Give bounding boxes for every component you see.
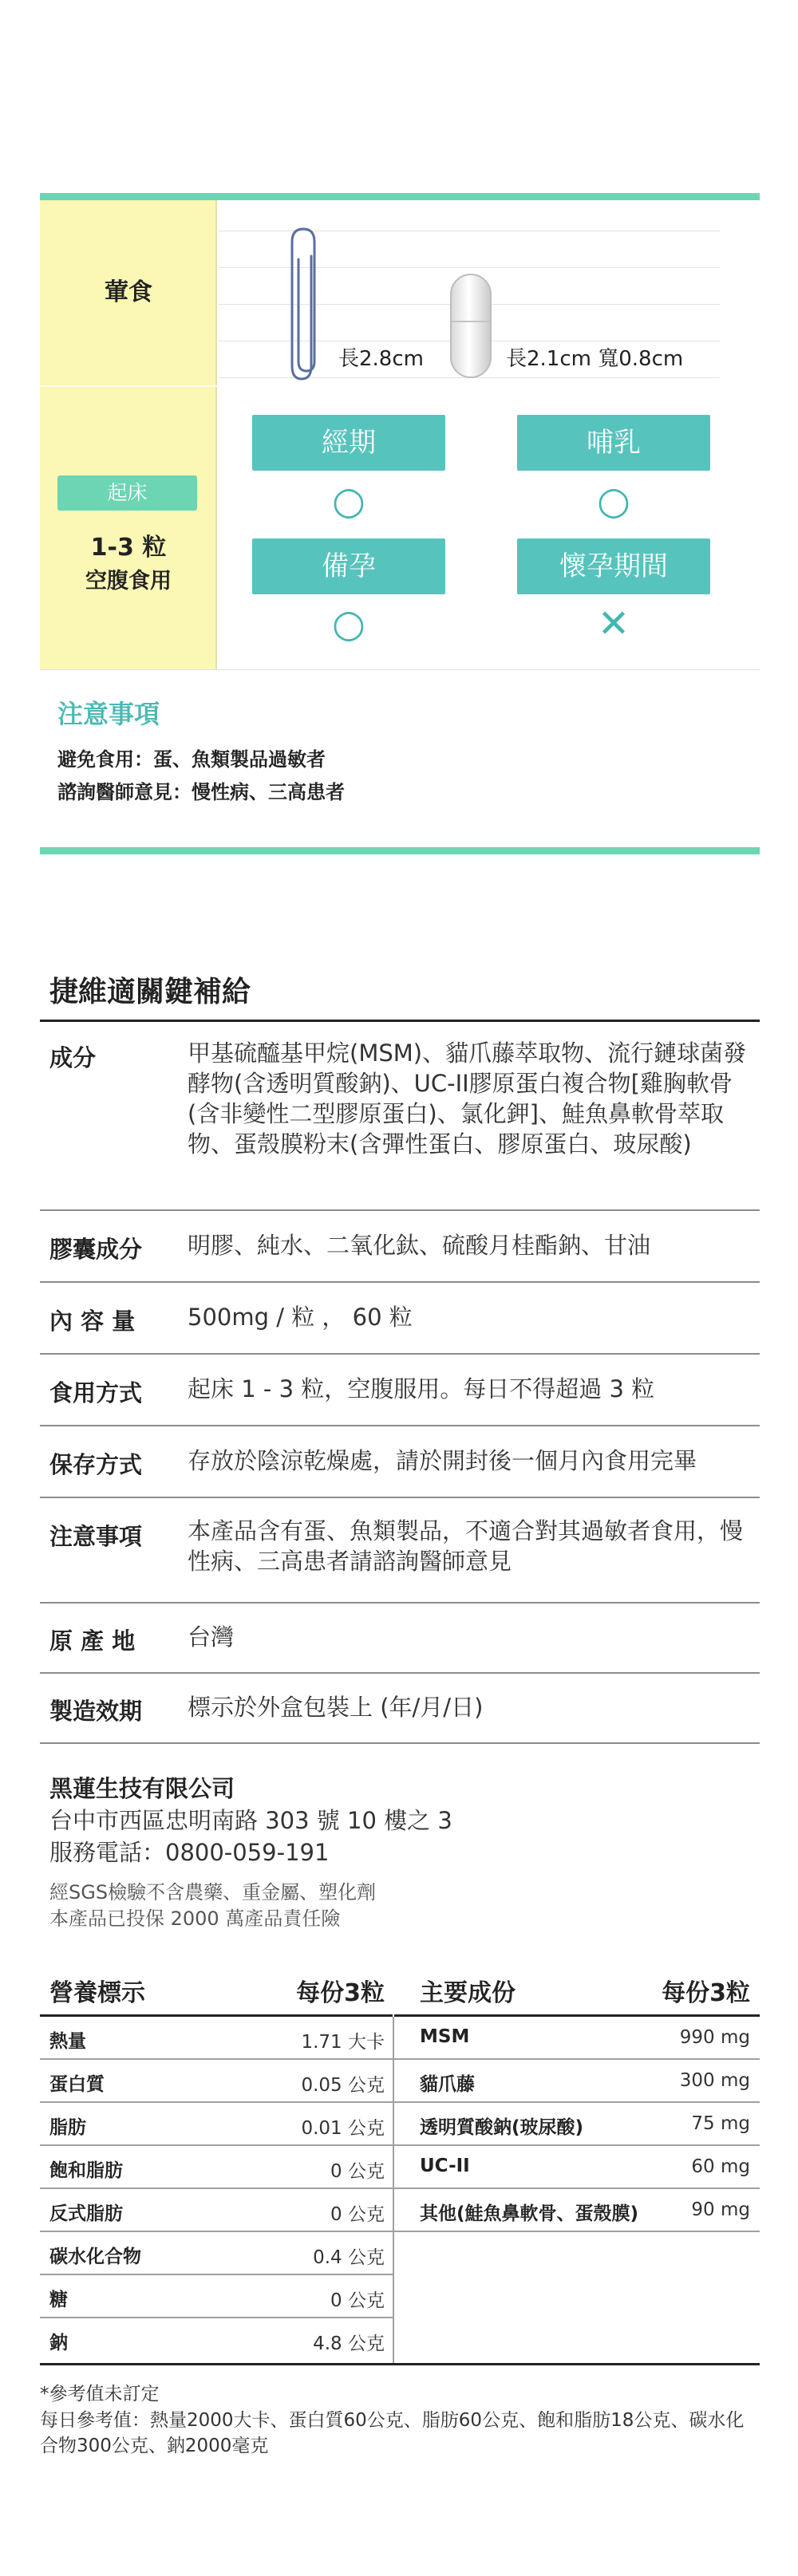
table-row xyxy=(394,2103,760,2146)
table-row xyxy=(40,2060,393,2103)
spec-label: 原 產 地 xyxy=(49,1627,136,1655)
nutrient-name: 飽和脂肪 xyxy=(49,2160,123,2181)
company-name: 黑蓮生技有限公司 xyxy=(49,1775,235,1802)
spec-label: 食用方式 xyxy=(49,1379,143,1406)
usage-right-panel xyxy=(219,200,760,669)
ingredients-serving: 每份3粒 xyxy=(662,1979,750,2007)
spec-row-origin xyxy=(40,1604,760,1674)
nutrient-name: 反式脂肪 xyxy=(49,2203,123,2224)
paperclip-size: 長2.8cm xyxy=(338,347,424,371)
nutrient-value: 4.8 公克 xyxy=(313,2333,385,2354)
notice-title: 注意事項 xyxy=(57,699,160,729)
nutrient-value: 0 公克 xyxy=(330,2204,385,2225)
nutrient-value: 0.01 公克 xyxy=(301,2118,385,2139)
insurance-note: 本產品已投保 2000 萬產品責任險 xyxy=(49,1907,341,1930)
panel-divider xyxy=(40,385,217,387)
spec-row-content xyxy=(40,1283,760,1355)
ingredients-title: 主要成份 xyxy=(420,1979,516,2007)
ingredient-value: 90 mg xyxy=(691,2199,750,2220)
sgs-note: 經SGS檢驗不含農藥、重金屬、塑化劑 xyxy=(49,1881,377,1903)
ingredient-name: UC-II xyxy=(420,2156,470,2176)
spec-row-expiry xyxy=(40,1674,760,1744)
spec-row-ingredients xyxy=(40,1022,760,1211)
ingredient-value: 60 mg xyxy=(691,2156,750,2177)
spec-row-usage xyxy=(40,1355,760,1426)
nutrient-value: 0.05 公克 xyxy=(301,2075,385,2096)
notice-line: 避免食用：蛋、魚類製品過敏者 xyxy=(57,748,326,771)
table-row xyxy=(40,2275,393,2318)
nutrient-value: 1.71 大卡 xyxy=(301,2032,385,2053)
footnote-reference: 每日參考值：熱量2000大卡、蛋白質60公克、脂肪60公克、飽和脂肪18公克、碳水化合物300公克、鈉2000毫克 xyxy=(40,2410,745,2456)
capsule-size: 長2.1cm 寬0.8cm xyxy=(506,347,684,371)
company-phone: 服務電話：0800-059-191 xyxy=(49,1839,330,1866)
diet-type-label: 葷食 xyxy=(105,278,152,306)
footnote-line: *參考值未訂定 xyxy=(40,2384,160,2404)
spec-row-caution xyxy=(40,1498,760,1604)
ingredient-name: 透明質酸鈉(玻尿酸) xyxy=(420,2117,584,2138)
table-row xyxy=(394,2017,760,2060)
table-row xyxy=(40,2318,393,2361)
bottom-accent-bar xyxy=(40,847,760,854)
spec-value: 台灣 xyxy=(188,1623,235,1651)
paperclip-icon xyxy=(282,224,321,384)
nutrient-value: 0 公克 xyxy=(330,2161,385,2182)
table-row xyxy=(40,2232,393,2275)
spec-value: 明膠、純水、二氧化鈦、硫酸月桂酯鈉、甘油 xyxy=(188,1232,651,1259)
table-row xyxy=(40,2189,393,2232)
condition-tag: 經期 xyxy=(252,415,445,471)
nutrition-title: 營養標示 xyxy=(49,1979,145,2007)
spec-value: 500mg / 粒 ， 60 粒 xyxy=(188,1304,413,1331)
nutrient-value: 0.4 公克 xyxy=(313,2247,385,2268)
allowed-mark: ○ xyxy=(332,602,365,646)
wake-up-badge: 起床 xyxy=(57,475,197,511)
footnote-rule xyxy=(40,2363,760,2365)
table-row xyxy=(394,2146,760,2189)
table-row xyxy=(394,2189,760,2232)
spec-value: 本產品含有蛋、魚類製品，不適合對其過敏者食用，慢性病、三高患者請諮詢醫師意見 xyxy=(188,1517,744,1575)
nutrient-name: 碳水化合物 xyxy=(49,2247,141,2267)
ingredient-name: 貓爪藤 xyxy=(420,2074,475,2095)
spec-label: 注意事項 xyxy=(49,1523,143,1550)
panel-bottom-line xyxy=(40,669,760,670)
nutrient-value: 0 公克 xyxy=(330,2290,385,2311)
nutrient-name: 鈉 xyxy=(49,2333,68,2353)
capsule-icon xyxy=(448,272,493,380)
ingredient-value: 75 mg xyxy=(691,2113,750,2134)
allowed-mark: ○ xyxy=(597,479,630,523)
company-address: 台中市西區忠明南路 303 號 10 樓之 3 xyxy=(49,1807,452,1834)
spec-title: 捷維適關鍵補給 xyxy=(49,976,251,1008)
ingredient-value: 990 mg xyxy=(679,2027,750,2048)
allowed-mark: ○ xyxy=(332,479,365,523)
condition-tag: 備孕 xyxy=(252,538,445,594)
spec-row-capsule xyxy=(40,1211,760,1283)
nutrient-name: 脂肪 xyxy=(49,2117,86,2138)
spec-row-storage xyxy=(40,1426,760,1498)
nutrient-name: 熱量 xyxy=(49,2031,86,2052)
table-row xyxy=(394,2060,760,2103)
ingredient-value: 300 mg xyxy=(679,2070,750,2091)
spec-label: 製造效期 xyxy=(49,1698,143,1725)
condition-tag: 懷孕期間 xyxy=(517,538,710,594)
nutrient-name: 糖 xyxy=(49,2290,68,2310)
spec-value: 起床 1 - 3 粒，空腹服用。每日不得超過 3 粒 xyxy=(188,1375,655,1402)
nutrient-name: 蛋白質 xyxy=(49,2074,105,2095)
ingredient-name: 其他(鮭魚鼻軟骨、蛋殼膜) xyxy=(420,2203,639,2224)
spec-label: 膠囊成分 xyxy=(49,1236,143,1263)
not-allowed-mark: ✕ xyxy=(597,602,630,646)
spec-value: 標示於外盒包裝上 (年/月/日) xyxy=(188,1694,484,1721)
spec-label: 成分 xyxy=(49,1044,97,1071)
spec-label: 保存方式 xyxy=(49,1451,143,1478)
nutrition-serving: 每份3粒 xyxy=(296,1979,385,2007)
table-row xyxy=(40,2017,393,2060)
notice-line: 諮詢醫師意見：慢性病、三高患者 xyxy=(57,781,345,803)
table-row xyxy=(40,2146,393,2189)
spec-value: 存放於陰涼乾燥處，請於開封後一個月內食用完畢 xyxy=(188,1447,697,1474)
dose-amount: 1-3 粒 xyxy=(90,534,167,562)
ingredient-name: MSM xyxy=(420,2026,470,2047)
table-row xyxy=(40,2103,393,2146)
condition-tag: 哺乳 xyxy=(517,415,710,471)
usage-left-panel xyxy=(40,200,217,669)
spec-value: 甲基硫醯基甲烷(MSM)、貓爪藤萃取物、流行鏈球菌發酵物(含透明質酸鈉)、UC-II膠原蛋白複合物[雞胸軟骨 (含非變性二型膠原蛋白)、氯化鉀]、鮭魚鼻軟骨萃取物、蛋殼膜粉末(含彈性蛋白、膠原蛋白、玻尿酸) xyxy=(188,1039,747,1158)
usage-card xyxy=(40,193,760,855)
spec-label: 內 容 量 xyxy=(49,1308,136,1335)
top-accent-bar xyxy=(40,193,760,200)
dose-instruction: 空腹食用 xyxy=(85,569,172,594)
